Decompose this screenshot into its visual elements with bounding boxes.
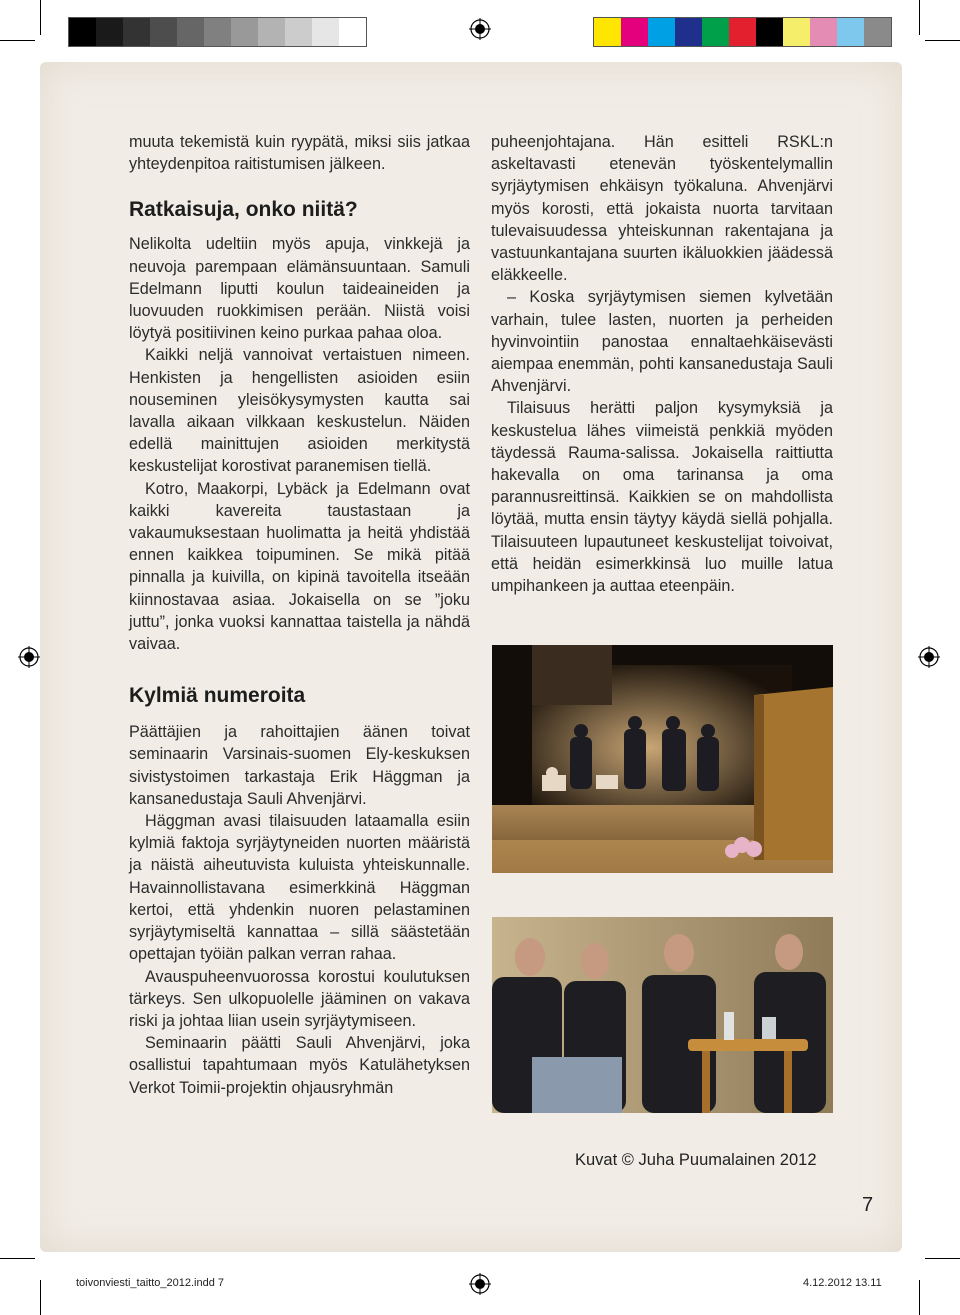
- gray-swatch: [339, 18, 366, 46]
- gray-swatch: [150, 18, 177, 46]
- process-swatch: [837, 18, 864, 46]
- registration-mark-icon: [918, 646, 940, 668]
- crop-mark: [0, 1258, 35, 1259]
- grayscale-color-bar: [68, 17, 367, 47]
- crop-mark: [919, 0, 920, 35]
- body-paragraph: Häggman avasi tilaisuuden lataamalla esiin kylmiä faktoja syrjäytyneiden nuorten määristä ja näistä aiheutuvista kuluista yhteiskunnalle. Havainnollistavana esimerkkinä Häggman kertoi, että yhdenkin nuoren pelastaminen syrjäytymiseltä kannattaa – sillä säästetään opettajan työiän palkan verran rahaa.: [129, 812, 470, 964]
- panel-closeup-photo: [492, 917, 833, 1113]
- process-swatch: [783, 18, 810, 46]
- right-column: [491, 131, 833, 597]
- process-swatch: [810, 18, 837, 46]
- registration-mark-icon: [18, 646, 40, 668]
- body-paragraph: puheenjohtajana. Hän esitteli RSKL:n askeltavasti etenevän työskentelymallin syrjäytymisen ehkäisyn työkaluna. Ahvenjärvi myös korosti, että jokaista nuorta tarvitaan tulevaisuudessa yhteiskunnan rakentajana ja vastuunkantajana suurten ikäluokkien jäädessä eläkkeelle.: [491, 133, 833, 285]
- registration-mark-icon: [469, 18, 491, 40]
- body-paragraph: Avauspuheenvuorossa korostui koulutuksen tärkeys. Sen ulkopuolelle jääminen on vakava riski ja johtaa liian usein syrjäytymiseen.: [129, 967, 470, 1030]
- body-paragraph: Seminaarin päätti Sauli Ahvenjärvi, joka osallistui tapahtumaan myös Katulähetyksen Verkot Toimii-projektin ohjausryhmän: [129, 1034, 470, 1097]
- gray-swatch: [258, 18, 285, 46]
- process-swatch: [702, 18, 729, 46]
- crop-mark: [925, 40, 960, 41]
- body-paragraph: muuta tekemistä kuin ryypätä, miksi siis jatkaa yhteydenpitoa raitistumisen jälkeen.: [129, 133, 470, 174]
- process-swatch: [864, 18, 891, 46]
- process-color-bar: [593, 17, 892, 47]
- page-number: 7: [862, 1194, 874, 1216]
- process-swatch: [621, 18, 648, 46]
- process-swatch: [648, 18, 675, 46]
- gray-swatch: [231, 18, 258, 46]
- gray-swatch: [123, 18, 150, 46]
- photo-caption: Kuvat © Juha Puumalainen 2012: [575, 1151, 817, 1169]
- stage-panel-photo: [492, 645, 833, 873]
- slug-filename: toivonviesti_taitto_2012.indd 7: [76, 1277, 224, 1289]
- process-swatch: [675, 18, 702, 46]
- gray-swatch: [312, 18, 339, 46]
- gray-swatch: [177, 18, 204, 46]
- left-column: [129, 131, 470, 1099]
- process-swatch: [729, 18, 756, 46]
- process-swatch: [756, 18, 783, 46]
- body-paragraph: Tilaisuus herätti paljon kysymyksiä ja keskustelua lähes viimeistä penkkiä myöden täydessä Rauma-salissa. Jokaisella raittiutta hakevalla on oma tarinansa ja oma parannusreittinsä. Kaikkien se on mahdollista löytää, mutta ensin täytyy käydä siellä pohjalla. Tilaisuuteen lupautuneet keskustelijat toivoivat, että heidän esimerkkinsä luo muille latua umpihankeen ja auttaa eteenpäin.: [491, 399, 833, 596]
- section-heading: Kylmiä numeroita: [129, 684, 306, 708]
- slug-datetime: 4.12.2012 13.11: [803, 1277, 882, 1289]
- crop-mark: [40, 1280, 41, 1315]
- crop-mark: [925, 1258, 960, 1259]
- body-paragraph: Nelikolta udeltiin myös apuja, vinkkejä ja neuvoja parempaan elämänsuuntaan. Samuli Edelmann liputti koulun taideaineiden ja luovuuden ruokkimisen perään. Niistä voisi löytyä positiivinen keino purkaa pahaa oloa.: [129, 235, 470, 343]
- gray-swatch: [204, 18, 231, 46]
- registration-mark-icon: [469, 1273, 491, 1295]
- crop-mark: [0, 40, 35, 41]
- body-paragraph: Kaikki neljä vannoivat vertaistuen nimeen. Henkisten ja hengellisten asioiden esiin nouseminen yleisökysymysten kautta sai lavalla aikaan vilkkaan keskustelun. Näiden edellä mainittujen asioiden merkitystä keskustelijat korostivat paranemisen tiellä.: [129, 346, 470, 476]
- crop-mark: [40, 0, 41, 35]
- section-heading: Ratkaisuja, onko niitä?: [129, 198, 358, 222]
- body-paragraph: – Koska syrjäytymisen siemen kylvetään varhain, tulee lasten, nuorten ja perheiden hyvinvointiin panostaa ennaltaehkäisevästi aiempaa enemmän, pohti kansanedustaja Sauli Ahvenjärvi.: [491, 288, 833, 396]
- process-swatch: [594, 18, 621, 46]
- gray-swatch: [96, 18, 123, 46]
- gray-swatch: [69, 18, 96, 46]
- body-paragraph: Päättäjien ja rahoittajien äänen toivat seminaarin Varsinais-suomen Ely-keskuksen sivistystoimen tarkastaja Erik Häggman ja kansanedustaja Sauli Ahvenjärvi.: [129, 723, 470, 808]
- crop-mark: [919, 1280, 920, 1315]
- gray-swatch: [285, 18, 312, 46]
- body-paragraph: Kotro, Maakorpi, Lybäck ja Edelmann ovat kaikki kavereita taustastaan ja vakaumuksestaan huolimatta ja heitä yhdistää ennen kaikkea toipuminen. Se mikä pitää pinnalla ja kuivilla, on kipinä tavoitella itseään kiinnostavaa asiaa. Jokaisella on se ”joku juttu”, jonka vuoksi kannattaa taistella ja nähdä vaivaa.: [129, 479, 470, 654]
